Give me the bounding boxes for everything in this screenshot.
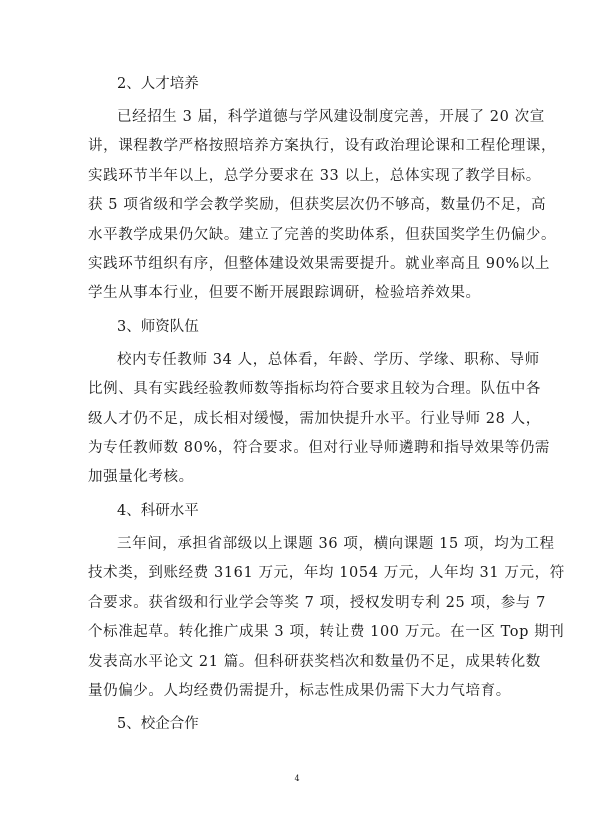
text-line: 为专任教师数 80%，符合要求。但对行业导师遴聘和指导效果等仍需 — [88, 440, 551, 457]
section-heading-faculty: 3、师资队伍 — [117, 318, 199, 335]
text-line: 水平教学成果仍欠缺。建立了完善的奖助体系，但获国奖学生仍偏少。 — [88, 226, 557, 243]
text-line: 发表高水平论文 21 篇。但科研获奖档次和数量仍不足，成果转化数 — [88, 653, 541, 670]
page-content — [88, 66, 565, 743]
section-heading-school-enterprise: 5、校企合作 — [117, 716, 199, 733]
text-line: 获 5 项省级和学会教学奖励，但获奖层次仍不够高，数量仍不足，高 — [88, 197, 547, 214]
text-line: 量仍偏少。人均经费仍需提升，标志性成果仍需下大力气培育。 — [88, 682, 511, 699]
text-line: 加强量化考核。 — [88, 469, 194, 486]
text-line: 合要求。获省级和行业学会等奖 7 项，授权发明专利 25 项，参与 7 — [88, 594, 546, 611]
paragraph-faculty — [88, 346, 551, 493]
text-line: 实践环节组织有序，但整体建设效果需要提升。就业率高且 90%以上 — [88, 256, 551, 273]
paragraph-talent-training — [88, 103, 557, 309]
paragraph-research — [88, 530, 565, 706]
section-heading-talent-training: 2、人才培养 — [117, 76, 199, 92]
text-line: 已经招生 3 届，科学道德与学风建设制度完善，开展了 20 次宣 — [117, 109, 545, 125]
text-line: 三年间，承担省部级以上课题 36 项，横向课题 15 项，均为工程 — [117, 535, 555, 552]
text-line: 个标准起草。转化推广成果 3 项，转让费 100 万元。在一区 Top 期刊 — [88, 624, 565, 641]
text-line: 讲，课程教学严格按照培养方案执行，设有政治理论课和工程伦理课， — [88, 138, 557, 155]
text-line: 技术类，到账经费 3161 万元，年均 1054 万元，人年均 31 万元，符 — [88, 565, 565, 582]
page-number: 4 — [294, 774, 300, 783]
text-line: 学生从事本行业，但要不断开展跟踪调研，检验培养效果。 — [88, 285, 481, 302]
section-heading-research: 4、科研水平 — [117, 502, 199, 519]
text-line: 实践环节半年以上，总学分要求在 33 以上，总体实现了教学目标。 — [88, 167, 541, 184]
text-line: 比例、具有实践经验教师数等指标均符合要求且较为合理。队伍中各 — [88, 381, 541, 398]
text-line: 级人才仍不足，成长相对缓慢，需加快提升水平。行业导师 28 人， — [88, 410, 541, 427]
text-line: 校内专任教师 34 人，总体看，年龄、学历、学缘、职称、导师 — [117, 351, 540, 368]
